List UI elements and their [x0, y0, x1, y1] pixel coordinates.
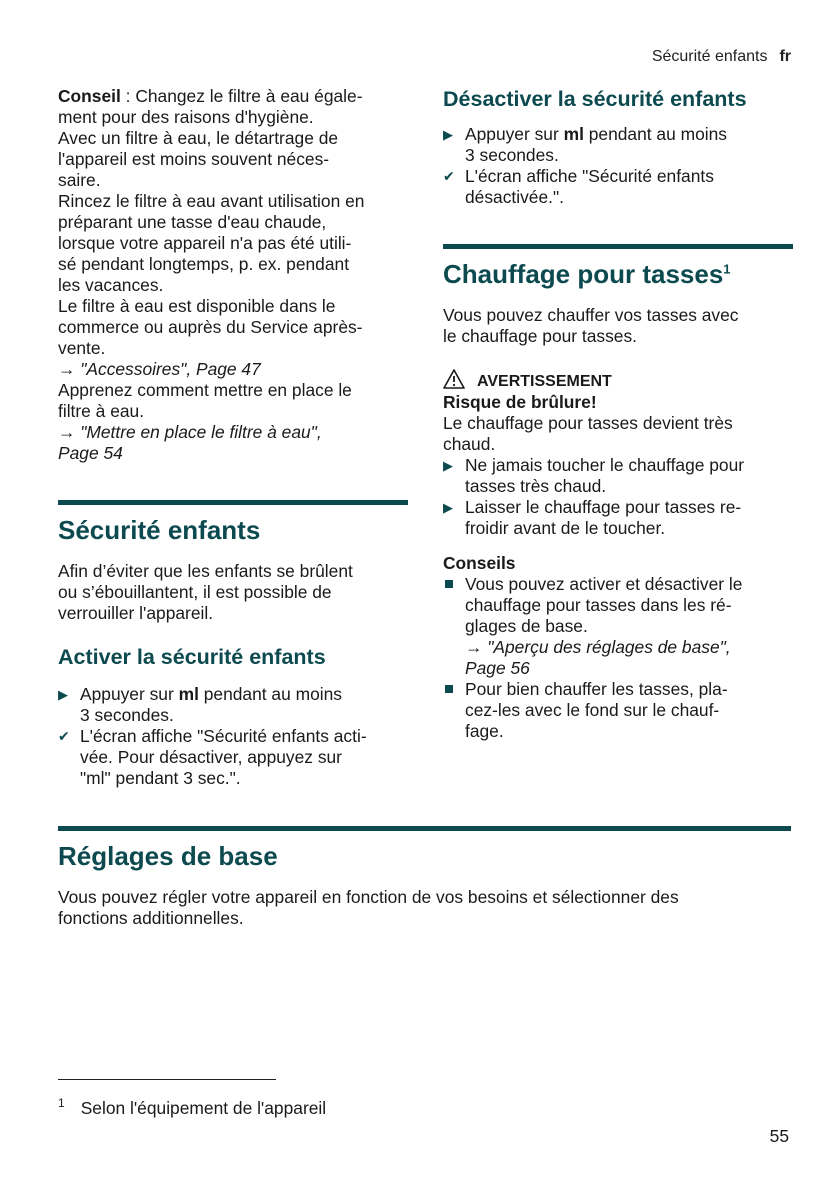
cross-reference-link[interactable]: → "Accessoires", Page 47: [58, 359, 261, 379]
para2-line: préparant une tasse d'eau chaude,: [58, 212, 327, 232]
tip-label: Conseil: [58, 86, 121, 106]
warning-text-line: chaud.: [443, 434, 496, 454]
section-text-line: ou s’ébouillantent, il est possible de: [58, 582, 332, 602]
right-column: [443, 86, 793, 742]
subtitle-deactivate: Désactiver la sécurité enfants: [443, 87, 747, 111]
list-item: ▶ Appuyer sur ml pendant au moins 3 secondes.: [443, 124, 727, 165]
section-title-child-lock: Sécurité enfants: [58, 515, 261, 545]
check-icon: ✔: [58, 728, 70, 744]
check-icon: ✔: [443, 168, 455, 184]
para2-line: lorsque votre appareil n'a pas été utili-: [58, 233, 352, 253]
tip-line-1: Conseil : Changez le filtre à eau égale-: [58, 86, 363, 106]
para1-line: l'appareil est moins souvent néces-: [58, 149, 330, 169]
warning-triangle-icon: [443, 369, 465, 389]
para2-line: sé pendant longtemps, p. ex. pendant: [58, 254, 350, 274]
tips-box: [443, 553, 793, 742]
list-item: ▶ Laisser le chauffage pour tasses re- froidir avant de le toucher.: [443, 497, 742, 538]
list-item: ▶ Ne jamais toucher le chauffage pour tasses très chaud.: [443, 455, 745, 496]
cross-reference-link[interactable]: → "Aperçu des réglages de base",: [465, 637, 731, 657]
para1-line: Avec un filtre à eau, le détartrage de: [58, 128, 339, 148]
para3-line: commerce ou auprès du Service après-: [58, 317, 363, 337]
key-ml: ml: [178, 684, 199, 704]
para2-line: Rincez le filtre à eau avant utilisation en: [58, 191, 365, 211]
para4-line: Apprenez comment mettre en place le: [58, 380, 352, 400]
warning-heading: AVERTISSEMENT: [443, 369, 793, 392]
square-bullet-icon: [445, 685, 453, 693]
list-item: ▶ Appuyer sur ml pendant au moins 3 secondes.: [58, 684, 342, 725]
key-ml: ml: [563, 124, 584, 144]
triangle-bullet-icon: ▶: [443, 500, 453, 515]
section-rule: [443, 244, 793, 249]
triangle-bullet-icon: ▶: [443, 458, 453, 473]
list-item: Vous pouvez activer et désactiver le chauffage pour tasses dans les ré- glages de base. → "Aperçu des réglages de base", Page 56: [443, 574, 793, 679]
para4-line: filtre à eau.: [58, 401, 145, 421]
tips-label: Conseils: [443, 553, 516, 573]
section-text-line: Afin d’éviter que les enfants se brûlent: [58, 561, 353, 581]
list-item: ✔ L'écran affiche "Sécurité enfants désactivée.".: [443, 166, 714, 207]
cup-text-line: Vous pouvez chauffer vos tasses avec: [443, 305, 739, 325]
triangle-bullet-icon: ▶: [443, 127, 453, 142]
cross-reference-link[interactable]: Page 54: [58, 443, 123, 463]
section-rule: [58, 500, 408, 505]
triangle-bullet-icon: ▶: [58, 687, 68, 702]
running-header: [652, 46, 791, 67]
subtitle-activate: Activer la sécurité enfants: [58, 645, 326, 669]
para2-line: les vacances.: [58, 275, 164, 295]
footnote-text: Selon l'équipement de l'appareil: [80, 1097, 327, 1118]
warning-text-line: Le chauffage pour tasses devient très: [443, 413, 733, 433]
header-lang: fr: [779, 48, 791, 65]
basic-text-line: fonctions additionnelles.: [58, 908, 244, 928]
footnote-divider: [58, 1079, 276, 1080]
cup-text-line: le chauffage pour tasses.: [443, 326, 638, 346]
para3-line: Le filtre à eau est disponible dans le: [58, 296, 336, 316]
para1-line: saire.: [58, 170, 101, 190]
basic-settings-section: [58, 826, 791, 929]
cross-reference-link[interactable]: → "Mettre en place le filtre à eau",: [58, 422, 322, 442]
section-title-basic-settings: Réglages de base: [58, 841, 278, 871]
footnote: [58, 1093, 326, 1119]
page-number: 55: [769, 1126, 789, 1146]
warning-box: [443, 369, 793, 539]
section-title-cup-warmer: Chauffage pour tasses$^1$: [443, 259, 731, 289]
list-item: Pour bien chauffer les tasses, pla- cez-les avec le fond sur le chauf- fage.: [443, 679, 793, 742]
basic-text-line: Vous pouvez régler votre appareil en fonction de vos besoins et sélectionner des: [58, 887, 679, 907]
warning-risk: Risque de brûlure!: [443, 392, 597, 412]
footnote-number: 1: [58, 1096, 65, 1110]
section-text-line: verrouiller l'appareil.: [58, 603, 214, 623]
list-item: ✔ L'écran affiche "Sécurité enfants acti- vée. Pour désactiver, appuyez sur "ml" pendant 3 sec.".: [58, 726, 367, 788]
header-section: Sécurité enfants: [651, 48, 768, 65]
left-column: [58, 86, 408, 789]
para3-line: vente.: [58, 338, 106, 358]
footnote-ref: 1: [723, 261, 731, 277]
section-rule: [58, 826, 791, 831]
tip-line-2: ment pour des raisons d'hygiène.: [58, 107, 314, 127]
square-bullet-icon: [445, 580, 453, 588]
cross-reference-link[interactable]: Page 56: [465, 658, 530, 678]
